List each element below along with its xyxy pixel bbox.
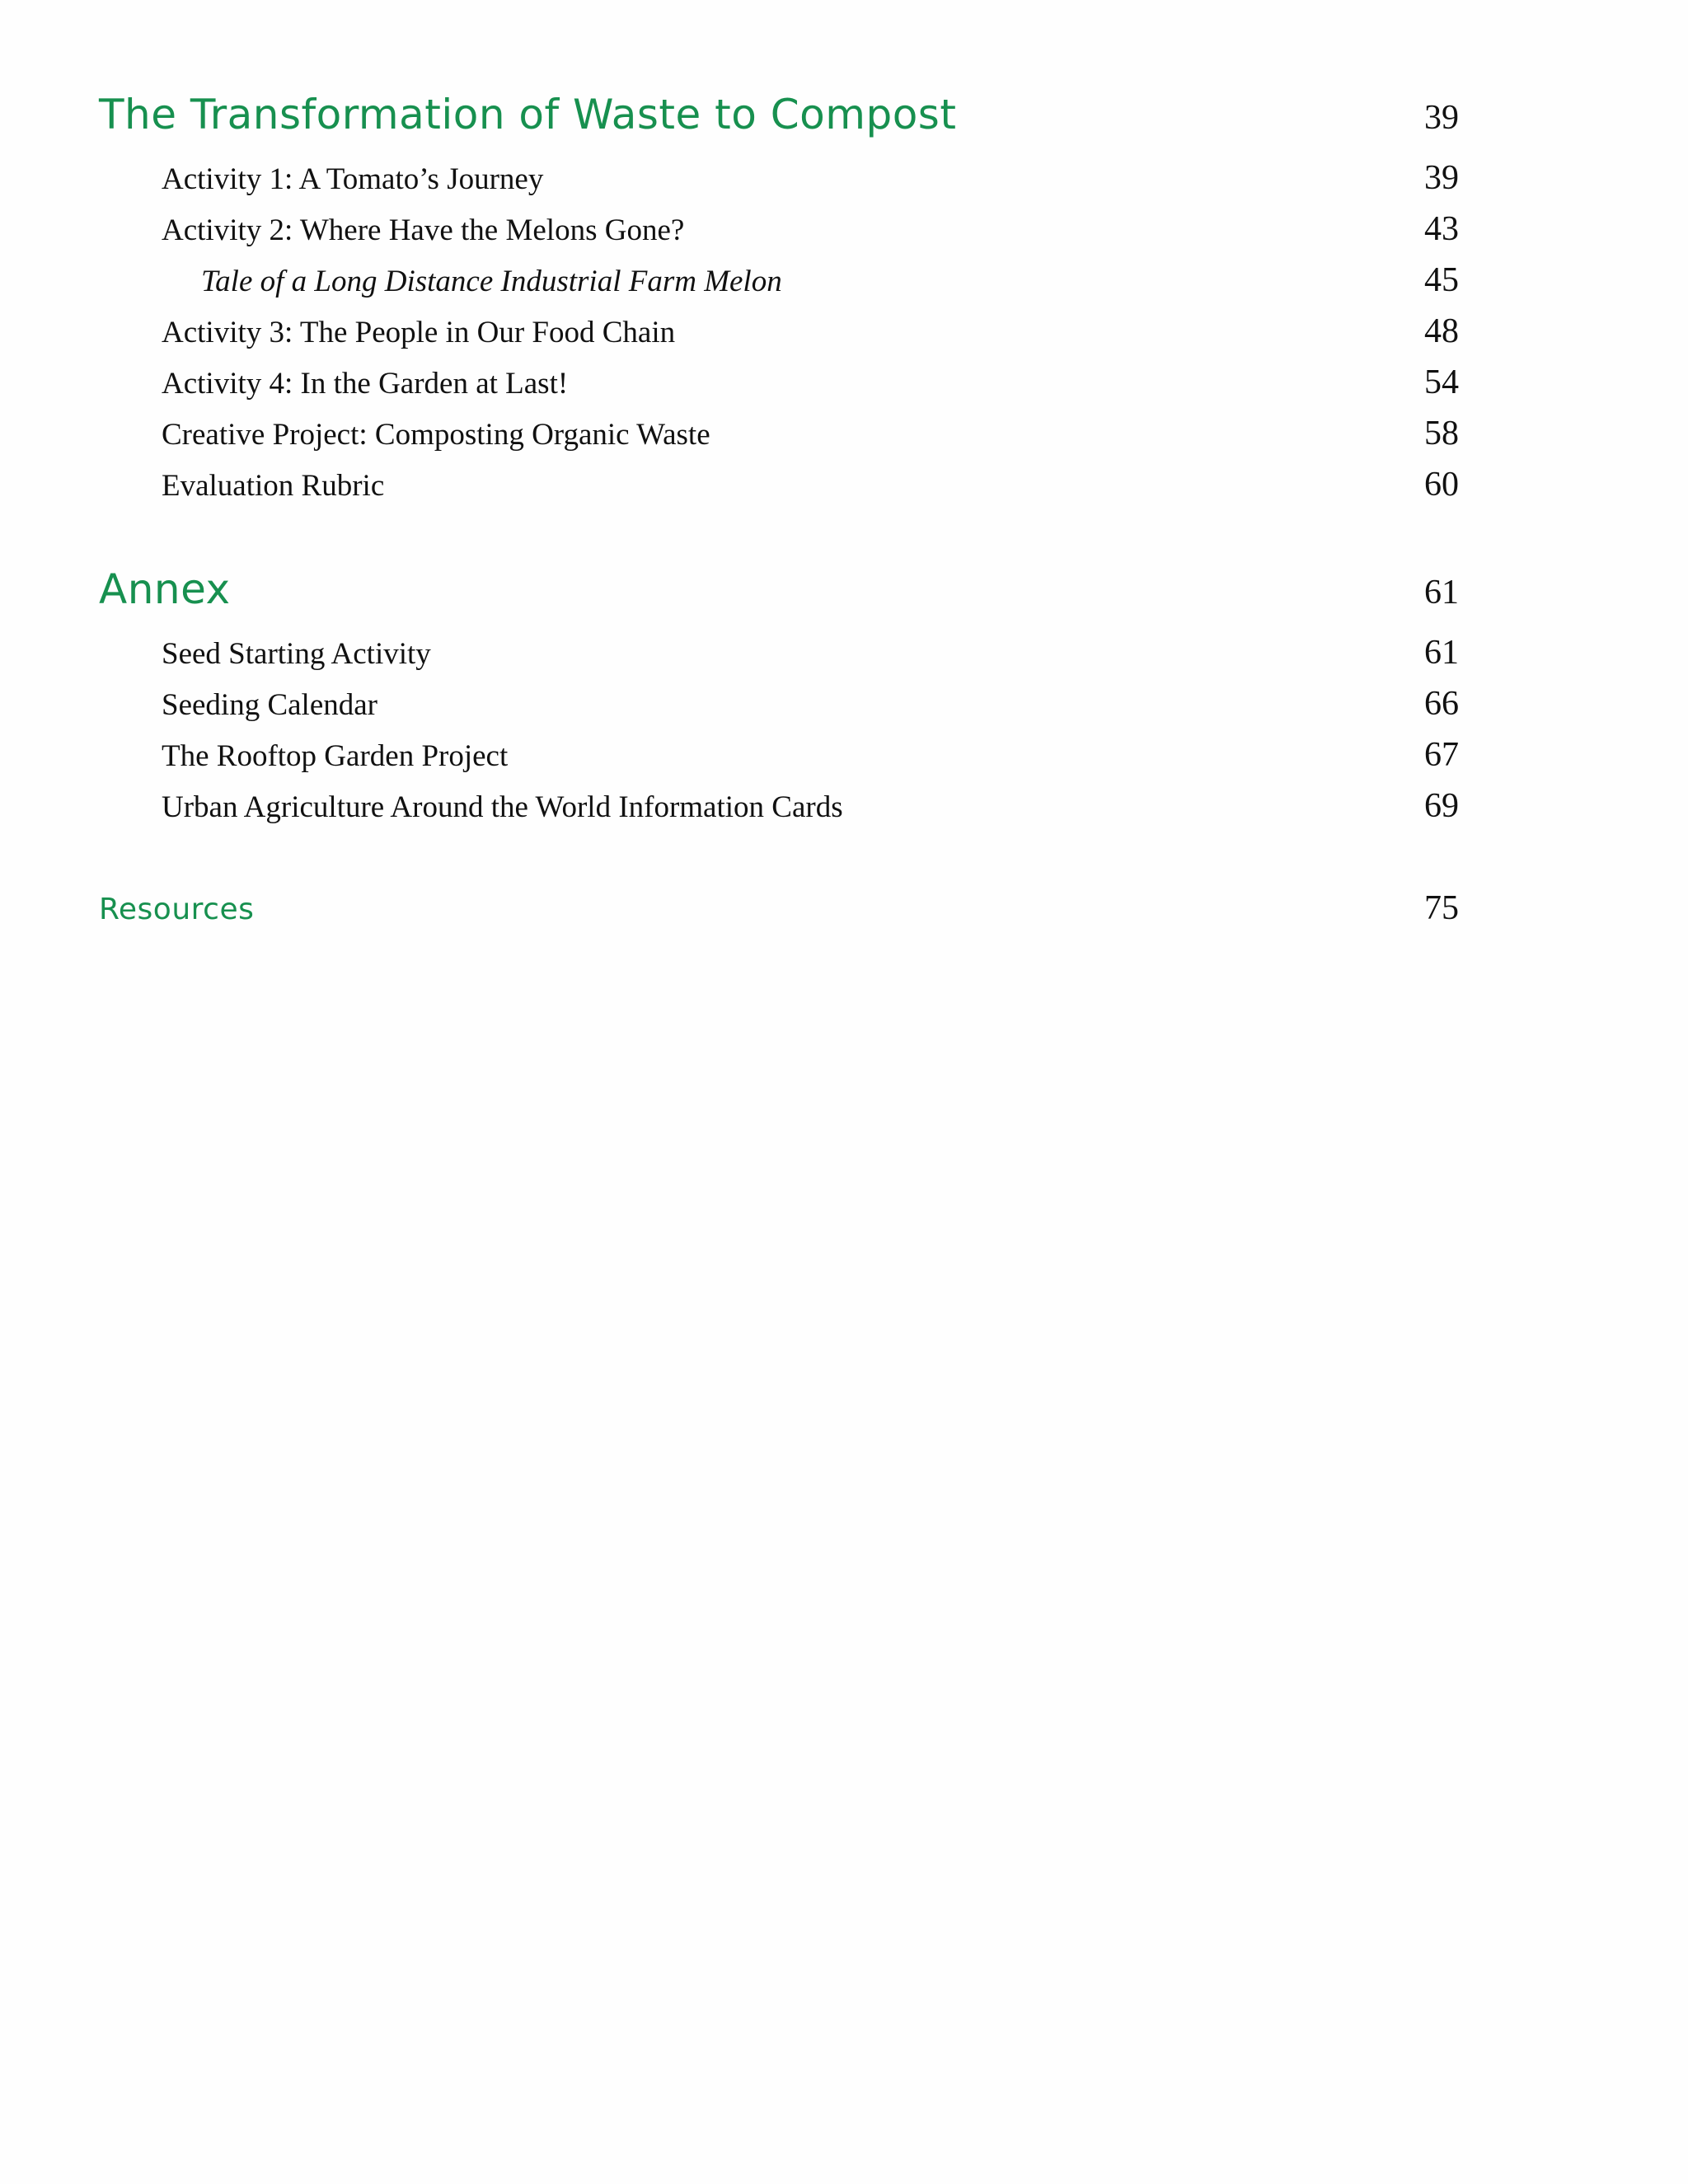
entry-page-number: 67 — [1424, 736, 1459, 774]
toc-entry[interactable] — [99, 414, 1459, 465]
toc-entry[interactable] — [99, 312, 1459, 363]
entry-page-number: 61 — [1424, 634, 1459, 672]
toc-entry[interactable] — [99, 684, 1459, 735]
entry-page-number: 54 — [1424, 363, 1459, 401]
entry-page-number: 69 — [1424, 787, 1459, 825]
entry-page-number: 66 — [1424, 685, 1459, 723]
toc-heading-row[interactable] — [99, 888, 1459, 956]
section-title: Annex — [99, 565, 231, 613]
toc-subentry[interactable] — [99, 260, 1459, 312]
toc-heading-row[interactable] — [99, 565, 1459, 633]
entry-page-number: 39 — [1424, 159, 1459, 197]
entry-page-number: 48 — [1424, 312, 1459, 350]
toc-entry[interactable] — [99, 786, 1459, 837]
toc-section-compost — [99, 91, 1459, 516]
entry-title: Creative Project: Composting Organic Waste — [162, 418, 710, 452]
entry-title: Activity 3: The People in Our Food Chain — [162, 316, 676, 349]
entry-title: Seed Starting Activity — [162, 637, 431, 671]
toc-heading-row[interactable] — [99, 91, 1459, 158]
entry-page-number: 58 — [1424, 415, 1459, 452]
toc-entry[interactable] — [99, 465, 1459, 516]
section-title: Resources — [99, 893, 255, 926]
toc-section-annex — [99, 565, 1459, 837]
entry-title: The Rooftop Garden Project — [162, 739, 509, 773]
section-spacer — [99, 837, 1459, 888]
section-page-number: 75 — [1424, 889, 1459, 927]
entry-title: Evaluation Rubric — [162, 469, 385, 503]
table-of-contents — [99, 91, 1459, 956]
section-spacer — [99, 516, 1459, 565]
section-page-number: 61 — [1424, 574, 1459, 612]
toc-entry[interactable] — [99, 209, 1459, 260]
entry-title: Urban Agriculture Around the World Information Cards — [162, 790, 843, 824]
entry-page-number: 43 — [1424, 210, 1459, 248]
toc-entry[interactable] — [99, 363, 1459, 414]
toc-entry[interactable] — [99, 158, 1459, 209]
entry-title: Activity 4: In the Garden at Last! — [162, 367, 569, 401]
entry-title: Activity 1: A Tomato’s Journey — [162, 162, 544, 196]
toc-entry[interactable] — [99, 633, 1459, 684]
entry-page-number: 45 — [1424, 261, 1459, 299]
entry-title: Seeding Calendar — [162, 688, 377, 722]
toc-entry[interactable] — [99, 735, 1459, 786]
toc-section-resources — [99, 888, 1459, 956]
entry-page-number: 60 — [1424, 466, 1459, 504]
section-page-number: 39 — [1424, 99, 1459, 137]
subentry-title: Tale of a Long Distance Industrial Farm Melon — [201, 265, 782, 298]
section-title: The Transformation of Waste to Compost — [99, 91, 957, 138]
entry-title: Activity 2: Where Have the Melons Gone? — [162, 213, 685, 247]
